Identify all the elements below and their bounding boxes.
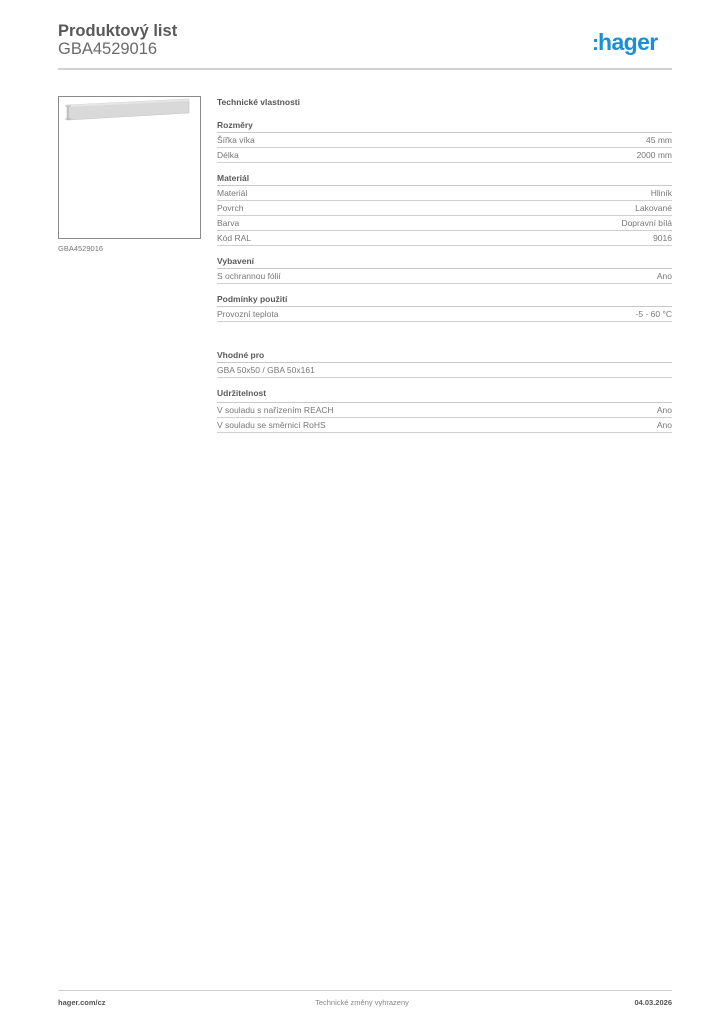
spec-value: Ano — [656, 420, 672, 430]
spec-label: V souladu se směrnicí RoHS — [217, 420, 326, 430]
spec-label: V souladu s nařízením REACH — [217, 405, 334, 415]
header-divider — [58, 68, 672, 70]
specs-title: Technické vlastnosti — [217, 97, 300, 107]
spec-label: Barva — [217, 218, 240, 228]
spec-label: GBA 50x50 / GBA 50x161 — [217, 365, 315, 375]
footer-divider — [58, 990, 672, 991]
group-equipment — [217, 255, 672, 284]
spec-value: -5 - 60 °C — [635, 309, 672, 319]
group-dimensions — [217, 119, 672, 163]
spec-row — [217, 418, 672, 433]
hager-logo — [592, 29, 658, 57]
spec-label: Šířka víka — [217, 135, 255, 145]
group-title: Vybavení — [217, 255, 672, 269]
technical-specifications — [217, 95, 672, 442]
spec-value: Ano — [656, 271, 672, 281]
spec-row — [217, 201, 672, 216]
logo-text: hager — [598, 29, 658, 55]
footer-disclaimer: Technické změny vyhrazeny — [315, 998, 409, 1007]
group-sustainability — [217, 387, 672, 433]
spec-value: Dopravní bílá — [621, 218, 672, 228]
spec-value: Lakované — [635, 203, 672, 213]
spec-row — [217, 403, 672, 418]
spec-row — [217, 307, 672, 322]
section-spacer — [217, 331, 672, 349]
logo-colon: : — [592, 32, 598, 55]
spec-value: 45 mm — [646, 135, 672, 145]
spec-value: Hliník — [650, 188, 672, 198]
spec-row — [217, 186, 672, 201]
image-caption: GBA4529016 — [58, 244, 104, 253]
group-title: Udržitelnost — [217, 387, 672, 403]
spec-row — [217, 363, 672, 378]
group-title: Rozměry — [217, 119, 672, 133]
spec-value: Ano — [656, 405, 672, 415]
group-material — [217, 172, 672, 246]
spec-row — [217, 231, 672, 246]
spec-label: Délka — [217, 150, 239, 160]
cover-profile-illustration — [59, 97, 200, 238]
spec-value: 9016 — [653, 233, 672, 243]
spec-label: Kód RAL — [217, 233, 252, 243]
spec-row — [217, 133, 672, 148]
spec-label: S ochrannou fólií — [217, 271, 281, 281]
spec-row — [217, 269, 672, 284]
spec-label: Povrch — [217, 203, 244, 213]
group-conditions-of-use — [217, 293, 672, 322]
footer-date: 04.03.2026 — [634, 998, 672, 1007]
page-title: Produktový list — [58, 22, 178, 40]
spec-value: 2000 mm — [636, 150, 672, 160]
group-suitable-for — [217, 349, 672, 378]
spec-row — [217, 216, 672, 231]
group-title: Vhodné pro — [217, 349, 672, 363]
spec-label: Provozní teplota — [217, 309, 279, 319]
spec-label: Materiál — [217, 188, 248, 198]
group-title: Materiál — [217, 172, 672, 186]
spec-row — [217, 148, 672, 163]
product-code: GBA4529016 — [58, 40, 158, 58]
product-image — [58, 96, 201, 239]
footer-website-link[interactable]: hager.com/cz — [58, 998, 106, 1007]
group-title: Podmínky použití — [217, 293, 672, 307]
